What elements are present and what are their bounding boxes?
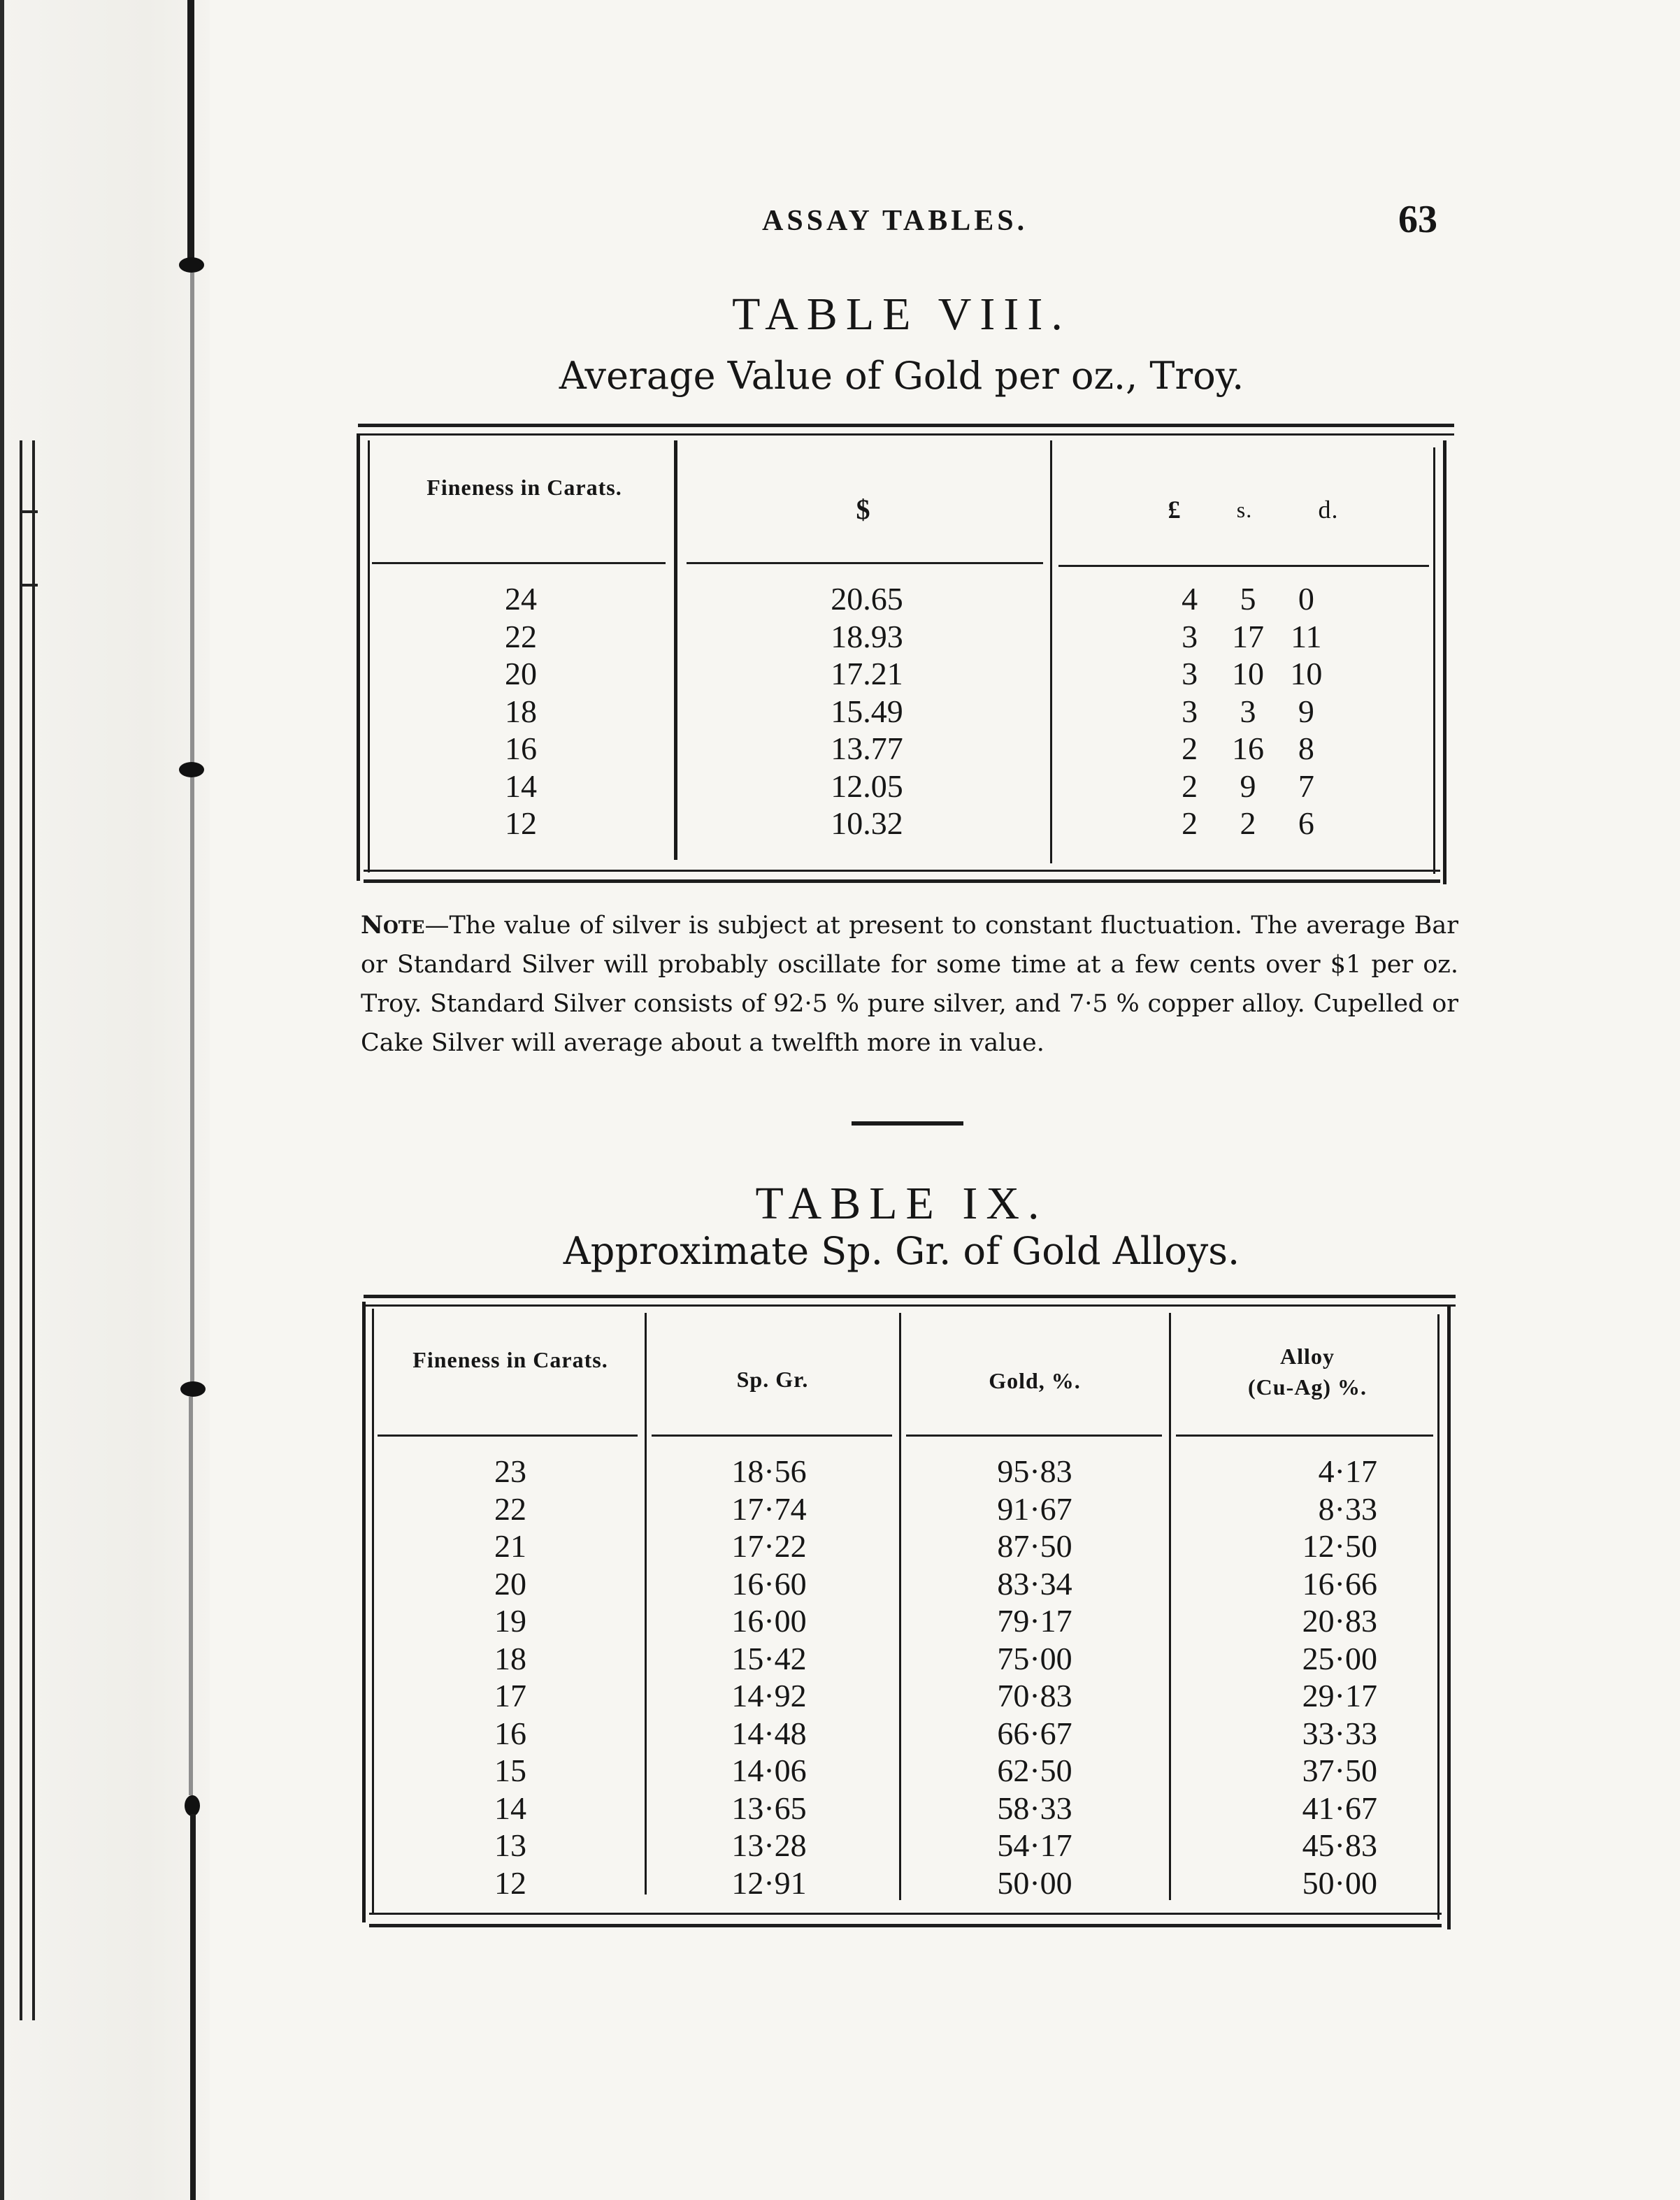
cell-shillings: 9 <box>1240 768 1256 804</box>
table-ix-subtitle: Approximate Sp. Gr. of Gold Alloys. <box>563 1229 1240 1273</box>
cell-gold-percent: 79·17 <box>997 1603 1072 1639</box>
column-divider <box>674 440 677 860</box>
cell-pounds: 2 <box>1182 768 1198 804</box>
cell-sp-gr: 16·60 <box>731 1565 807 1602</box>
cell-alloy-percent: 50·00 <box>1302 1864 1377 1901</box>
binding-thread <box>190 1814 196 2200</box>
column-divider <box>645 1313 647 1895</box>
cell-dollars: 10.32 <box>831 805 903 841</box>
table-bottom-rule <box>369 1913 1442 1915</box>
table-left-border <box>368 440 370 872</box>
cell-sp-gr: 17·22 <box>731 1528 807 1564</box>
table-bottom-rule <box>364 879 1440 883</box>
table-left-border <box>362 1302 366 1922</box>
cell-carats: 18 <box>494 1640 526 1676</box>
lsd-row <box>1161 655 1335 693</box>
lsd-row <box>1161 693 1335 731</box>
cell-sp-gr: 14·06 <box>731 1753 807 1788</box>
cell-alloy-percent: 12·50 <box>1302 1528 1377 1564</box>
column-divider <box>1169 1313 1171 1900</box>
cell-pounds: 3 <box>1182 656 1198 691</box>
header-rule <box>1058 565 1429 567</box>
cell-sp-gr: 13·65 <box>731 1790 807 1826</box>
cell-carats: 12 <box>494 1864 526 1901</box>
cell-pounds: 2 <box>1182 731 1198 766</box>
cell-gold-percent: 70·83 <box>997 1678 1072 1713</box>
lsd-row <box>1161 618 1335 656</box>
cell-sp-gr: 13·28 <box>731 1827 807 1863</box>
header-rule <box>687 562 1043 564</box>
cell-shillings: 10 <box>1231 656 1264 691</box>
page-edge <box>0 0 4 2200</box>
cell-dollars: 12.05 <box>831 768 903 804</box>
cell-carats: 22 <box>505 618 537 654</box>
binding-thread <box>187 0 194 266</box>
cell-pence: 11 <box>1291 618 1322 654</box>
cell-gold-percent: 95·83 <box>997 1453 1072 1489</box>
cell-gold-percent: 58·33 <box>997 1790 1072 1826</box>
cell-carats: 19 <box>494 1603 526 1639</box>
cell-sp-gr: 14·92 <box>731 1678 807 1713</box>
header-shillings: s. <box>1236 497 1253 522</box>
column-alloy-percent <box>1237 1453 1377 1901</box>
cell-carats: 21 <box>494 1528 526 1564</box>
table-bottom-rule <box>369 1924 1442 1927</box>
lsd-row <box>1161 730 1335 768</box>
header-rule <box>906 1435 1162 1437</box>
cell-sp-gr: 12·91 <box>731 1864 807 1901</box>
cell-gold-percent: 91·67 <box>997 1490 1072 1527</box>
table-left-border <box>357 433 360 881</box>
cell-shillings: 5 <box>1240 581 1256 617</box>
lsd-row <box>1161 580 1335 618</box>
cell-alloy-percent: 16·66 <box>1302 1565 1377 1602</box>
page-number: 63 <box>1398 198 1437 241</box>
header-pence: d. <box>1318 496 1339 524</box>
cell-carats: 24 <box>505 581 537 617</box>
cell-shillings: 3 <box>1240 693 1256 729</box>
binding-knot <box>180 1381 206 1397</box>
cell-shillings: 17 <box>1231 618 1264 654</box>
cell-carats: 18 <box>505 693 537 729</box>
cell-pence: 7 <box>1298 768 1314 804</box>
binding-knot <box>179 762 204 777</box>
cell-alloy-percent: 41·67 <box>1302 1790 1377 1826</box>
column-gold-percent <box>965 1453 1105 1901</box>
cell-carats: 14 <box>505 768 537 804</box>
cell-alloy-percent: 37·50 <box>1302 1753 1377 1788</box>
column-lsd <box>1161 580 1335 842</box>
cell-pounds: 4 <box>1182 581 1198 617</box>
column-carats <box>454 1453 566 1901</box>
cell-carats: 20 <box>494 1565 526 1602</box>
cell-sp-gr: 16·00 <box>731 1603 807 1639</box>
cell-alloy-percent: 4·17 <box>1318 1453 1377 1489</box>
table-viii-title: TABLE VIII. <box>732 289 1071 340</box>
cell-pence: 8 <box>1298 731 1314 766</box>
cell-carats: 23 <box>494 1453 526 1489</box>
cell-dollars: 17.21 <box>831 656 903 691</box>
section-separator <box>852 1121 963 1126</box>
note-text: —The value of silver is subject at present to constant fluctuation. The average Bar or Standard Silver will probably oscillate for some time at a few cents over $1 per oz. Troy. Standard Silver consists of 92·5 % pure silver, and 7·5 % copper alloy. Cupelled or Cake Silver will average about a twelfth more in value. <box>361 912 1458 1057</box>
table-right-border <box>1447 1306 1451 1929</box>
cell-carats: 16 <box>494 1715 526 1751</box>
cell-sp-gr: 18·56 <box>731 1453 807 1489</box>
cell-alloy-percent: 29·17 <box>1302 1678 1377 1713</box>
column-carats <box>461 580 580 842</box>
cell-carats: 15 <box>494 1753 526 1788</box>
cell-alloy-percent: 33·33 <box>1302 1715 1377 1751</box>
cell-dollars: 13.77 <box>831 731 903 766</box>
table-top-rule <box>358 433 1454 436</box>
note-label: Note <box>361 911 425 940</box>
cell-alloy-percent: 25·00 <box>1302 1640 1377 1676</box>
cell-gold-percent: 87·50 <box>997 1528 1072 1564</box>
cell-gold-percent: 66·67 <box>997 1715 1072 1751</box>
table-top-rule <box>358 424 1454 427</box>
cell-carats: 13 <box>494 1827 526 1863</box>
column-divider <box>1050 440 1052 863</box>
table-top-rule <box>364 1304 1456 1307</box>
binding-thread <box>190 777 194 1386</box>
cell-carats: 12 <box>505 805 537 841</box>
cell-pence: 0 <box>1298 581 1314 617</box>
cell-carats: 20 <box>505 656 537 691</box>
cell-carats: 17 <box>494 1678 526 1713</box>
header-sp-gr: Sp. Gr. <box>736 1367 809 1392</box>
header-rule <box>652 1435 892 1437</box>
cell-carats: 22 <box>494 1490 526 1527</box>
cell-pence: 9 <box>1298 693 1314 729</box>
header-alloy-percent <box>1182 1341 1433 1402</box>
table-top-rule <box>364 1295 1456 1298</box>
header-rule <box>372 562 666 564</box>
binding-knot <box>179 257 204 273</box>
header-gold-percent: Gold, %. <box>989 1368 1081 1393</box>
cell-alloy-percent: 8·33 <box>1318 1490 1377 1527</box>
cell-alloy-percent: 45·83 <box>1302 1827 1377 1863</box>
cell-pounds: 3 <box>1182 618 1198 654</box>
running-head: ASSAY TABLES. <box>762 205 1028 237</box>
cell-sp-gr: 15·42 <box>731 1640 807 1676</box>
column-dollars <box>783 580 951 842</box>
cell-gold-percent: 75·00 <box>997 1640 1072 1676</box>
header-rule <box>1176 1435 1433 1437</box>
binding-knot <box>185 1795 200 1816</box>
header-fineness: Fineness in Carats. <box>412 1347 608 1372</box>
header-alloy-line2: (Cu-Ag) %. <box>1248 1374 1367 1400</box>
previous-page-edge <box>20 440 35 2020</box>
previous-page-tick <box>22 510 38 513</box>
cell-pounds: 2 <box>1182 805 1198 841</box>
cell-pence: 6 <box>1298 805 1314 841</box>
table-right-border <box>1443 440 1446 884</box>
previous-page-tick <box>22 584 38 587</box>
cell-carats: 16 <box>505 731 537 766</box>
table-bottom-rule <box>364 870 1440 872</box>
binding-thread <box>189 1397 193 1795</box>
column-divider <box>899 1313 901 1900</box>
header-fineness: Fineness in Carats. <box>426 475 622 500</box>
cell-gold-percent: 50·00 <box>997 1864 1072 1901</box>
table-ix-title: TABLE IX. <box>755 1178 1048 1229</box>
lsd-row <box>1161 805 1335 842</box>
cell-gold-percent: 62·50 <box>997 1753 1072 1788</box>
cell-shillings: 16 <box>1231 731 1264 766</box>
table-viii-subtitle: Average Value of Gold per oz., Troy. <box>559 354 1244 398</box>
lsd-row <box>1161 768 1335 805</box>
table-right-border <box>1433 447 1435 874</box>
header-pounds: £ <box>1168 496 1182 524</box>
cell-dollars: 18.93 <box>831 618 903 654</box>
column-sp-gr <box>699 1453 839 1901</box>
cell-carats: 14 <box>494 1790 526 1826</box>
header-rule <box>378 1435 638 1437</box>
cell-pounds: 3 <box>1182 693 1198 729</box>
table-left-border <box>372 1309 374 1914</box>
binding-thread <box>190 273 194 765</box>
cell-dollars: 15.49 <box>831 693 903 729</box>
table-right-border <box>1437 1314 1440 1920</box>
cell-pence: 10 <box>1290 656 1323 691</box>
cell-gold-percent: 83·34 <box>997 1565 1072 1602</box>
cell-shillings: 2 <box>1240 805 1256 841</box>
cell-sp-gr: 17·74 <box>731 1490 807 1527</box>
cell-dollars: 20.65 <box>831 581 903 617</box>
cell-gold-percent: 54·17 <box>997 1827 1072 1863</box>
header-alloy-line1: Alloy <box>1280 1344 1335 1369</box>
note-paragraph <box>361 906 1458 1063</box>
header-dollars: $ <box>856 494 871 525</box>
cell-alloy-percent: 20·83 <box>1302 1603 1377 1639</box>
cell-sp-gr: 14·48 <box>731 1715 807 1751</box>
